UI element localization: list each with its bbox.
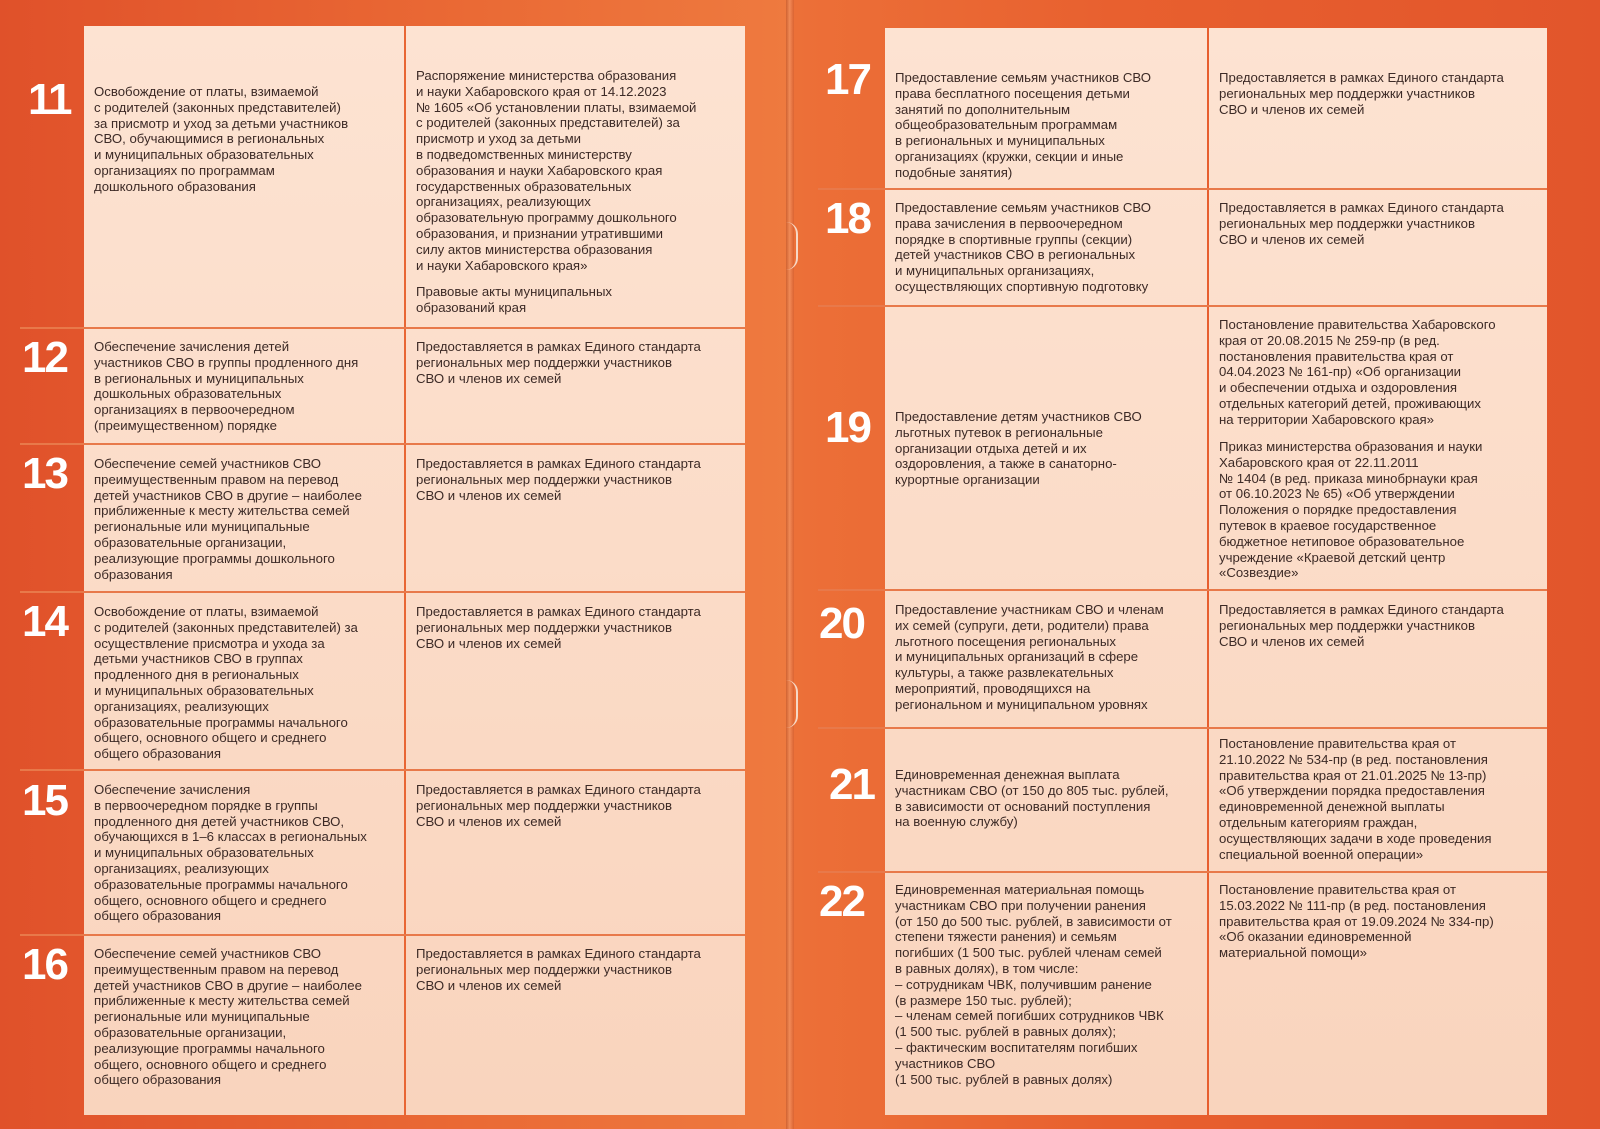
legal-basis: Предоставляется в рамках Единого стандарта региональных мер поддержки участников СВО и членов их семей [1219, 602, 1504, 649]
row-number: 16 [22, 940, 67, 989]
legal-basis: Предоставляется в рамках Единого стандарта региональных мер поддержки участников СВО и членов их семей [416, 456, 701, 503]
row-number: 20 [819, 599, 864, 648]
legal-basis: Постановление правительства края от 21.10.2022 № 534-пр (в ред. постановления правительства края от 21.01.2025 № 13-пр) «Об утверждении порядка предоставления единовременной денежной выплаты отдельным категориям граждан, осуществляющих задачи в ходе проведения специальной военной операции» [1219, 736, 1492, 862]
row-number: 22 [819, 877, 864, 926]
legal-basis: Предоставляется в рамках Единого стандарта региональных мер поддержки участников СВО и членов их семей [416, 782, 701, 829]
measure-description: Обеспечение зачисления в первоочередном порядке в группы продленного дня детей участников СВО, обучающихся в 1–6 классах в региональных и муниципальных образовательных организациях, реализующих образовательные программы начального общего, основного общего и среднего общего образования [94, 782, 367, 924]
measure-description: Обеспечение зачисления детей участников СВО в группы продленного дня в региональных и муниципальных дошкольных образовательных организациях в первоочередном (преимущественном) порядке [94, 339, 359, 433]
legal-basis: Постановление правительства края от 15.03.2022 № 111-пр (в ред. постановления правительства края от 19.09.2024 № 334-пр) «Об оказании единовременной материальной помощи» [1219, 882, 1494, 961]
row-number: 13 [22, 449, 67, 498]
legal-basis-secondary: Приказ министерства образования и науки Хабаровского края от 22.11.2011 № 1404 (в ред. приказа минобрнауки края от 06.10.2023 № 65) «Об утверждении Положения о порядке предоставления путевок в краевое государственное бюджетное нетиповое образовательное учреждение «Краевой детский центр «Созвездие» [1219, 439, 1483, 581]
row-number: 15 [22, 776, 67, 825]
row-divider [818, 589, 1547, 591]
row-number: 19 [825, 403, 870, 452]
legal-basis: Распоряжение министерства образования и науки Хабаровского края от 14.12.2023 № 1605 «Об установлении платы, взимаемой с родителей (законных представителей) за присмотр и уход за детьми в подведомственных министерству образования и науки Хабаровского края государственных образовательных организациях, реализующих образовательную программу дошкольного образования, и признании утратившими силу актов министерства образования и науки Хабаровского края» [416, 68, 697, 273]
row-number: 11 [28, 75, 71, 124]
row-divider [818, 871, 1547, 873]
legal-basis: Постановление правительства Хабаровского края от 20.08.2015 № 259-пр (в ред. постановления правительства края от 04.04.2023 № 161-пр) «Об организации и обеспечении отдыха и оздоровления отдельных категорий детей, проживающих на территории Хабаровского края» [1219, 317, 1496, 427]
row-number: 14 [22, 597, 67, 646]
row-divider [818, 188, 1547, 190]
row-number: 21 [829, 760, 874, 809]
row-number: 18 [825, 194, 870, 243]
measure-description: Предоставление детям участников СВО льготных путевок в региональные организации отдыха детей и их оздоровления, а также в санаторно- курортные организации [895, 409, 1142, 488]
row-number: 17 [825, 55, 870, 104]
row-divider [818, 727, 1547, 729]
measure-description: Освобождение от платы, взимаемой с родителей (законных представителей) за осуществление присмотра и ухода за детьми участников СВО в группах продленного дня в региональных и муниципальных образовательных организациях, реализующих образовательные программы начального общего, основного общего и среднего общего образования [94, 604, 358, 762]
legal-basis: Предоставляется в рамках Единого стандарта региональных мер поддержки участников СВО и членов их семей [416, 604, 701, 651]
legal-basis: Предоставляется в рамках Единого стандарта региональных мер поддержки участников СВО и членов их семей [1219, 200, 1504, 247]
row-number: 12 [22, 333, 67, 382]
measure-description: Предоставление участникам СВО и членам их семей (супруги, дети, родители) права льготного посещения региональных и муниципальных организаций в сфере культуры, а также развлекательных мероприятий, проводящихся на региональном и муниципальном уровнях [895, 602, 1164, 712]
measure-description: Предоставление семьям участников СВО права зачисления в первоочередном порядке в спортивные группы (секции) детей участников СВО в региональных и муниципальных организациях, осуществляющих спортивную подготовку [895, 200, 1151, 294]
measure-description: Обеспечение семей участников СВО преимущественным правом на перевод детей участников СВО в другие – наиболее приближенные к месту жительства семей региональные или муниципальные образовательные организации, реализующие программы начального общего, основного общего и среднего общего образования [94, 946, 362, 1088]
legal-basis-secondary: Правовые акты муниципальных образований края [416, 284, 613, 315]
legal-basis: Предоставляется в рамках Единого стандарта региональных мер поддержки участников СВО и членов их семей [416, 946, 701, 993]
legal-basis: Предоставляется в рамках Единого стандарта региональных мер поддержки участников СВО и членов их семей [416, 339, 701, 386]
measure-description: Предоставление семьям участников СВО права бесплатного посещения детьми занятий по дополнительным общеобразовательным программам в региональных и муниципальных организациях (кружки, секции и иные подобные занятия) [895, 70, 1151, 180]
measure-description: Единовременная денежная выплата участникам СВО (от 150 до 805 тыс. рублей, в зависимости от оснований поступления на военную службу) [895, 767, 1169, 830]
measure-description: Обеспечение семей участников СВО преимущественным правом на перевод детей участников СВО в другие – наиболее приближенные к месту жительства семей региональные или муниципальные образовательные организации, реализующие программы дошкольного образования [94, 456, 362, 582]
measure-description: Освобождение от платы, взимаемой с родителей (законных представителей) за присмотр и уход за детьми участников СВО, обучающимися в региональных и муниципальных образовательных организациях по программам дошкольного образования [94, 84, 349, 194]
row-divider [818, 305, 1547, 307]
legal-basis: Предоставляется в рамках Единого стандарта региональных мер поддержки участников СВО и членов их семей [1219, 70, 1504, 117]
measure-description: Единовременная материальная помощь участникам СВО при получении ранения (от 150 до 500 тыс. рублей, в зависимости от степени тяжести ранения) и семьям погибших (1 500 тыс. рублей членам семей в равных долях), в том числе: – сотрудникам ЧВК, получившим ранение (в размере 150 тыс. рублей); – членам семей погибших сотрудников ЧВК (1 500 тыс. рублей в равных долях); – фактическим воспитателям погибших участников СВО (1 500 тыс. рублей в равных долях) [895, 882, 1172, 1087]
